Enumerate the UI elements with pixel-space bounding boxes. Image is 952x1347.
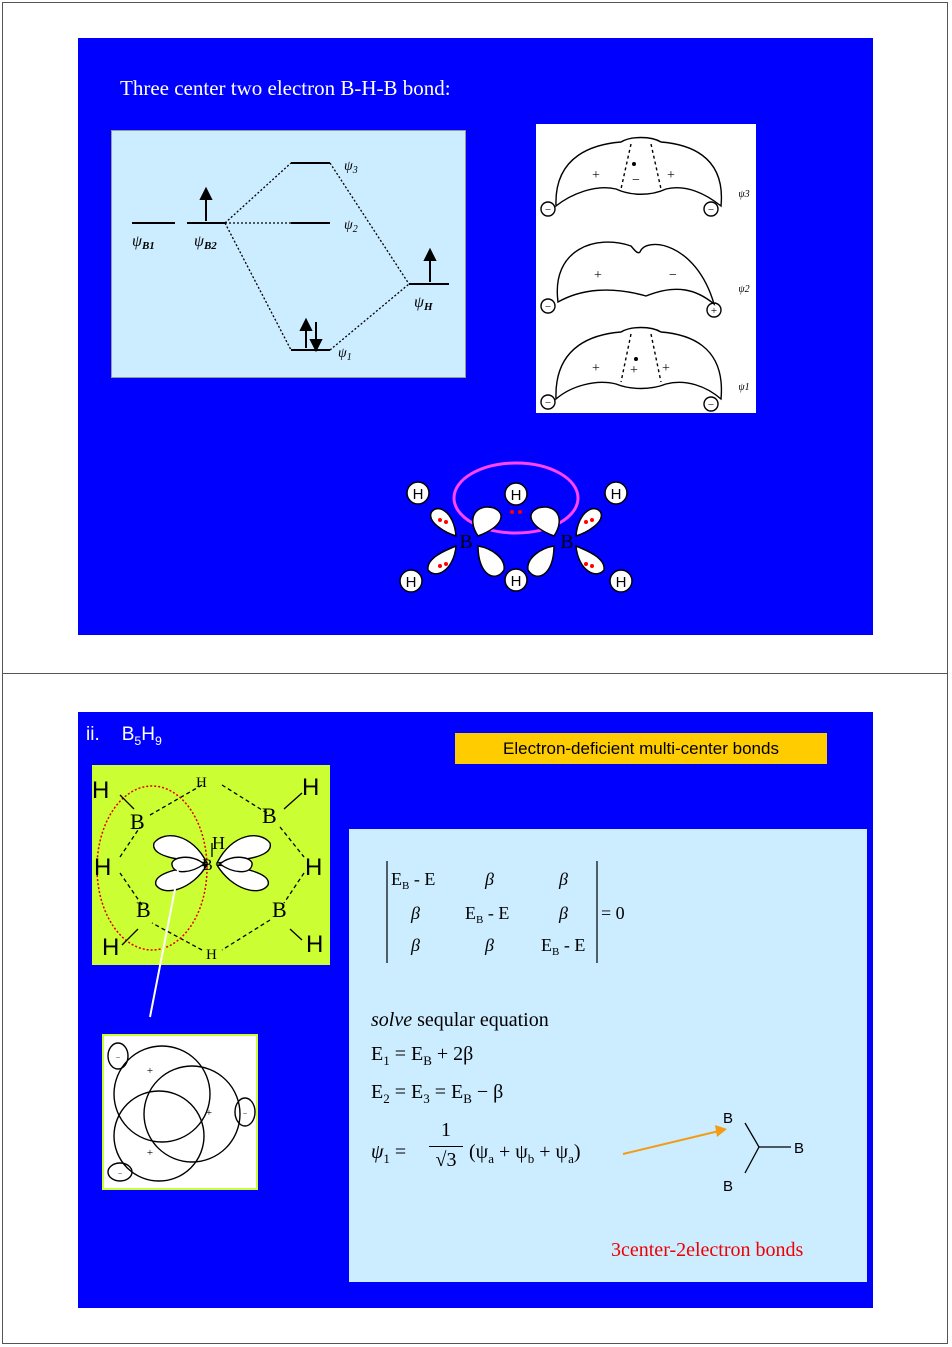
slide-2 [78, 712, 873, 1308]
struct-b-right: B [794, 1140, 805, 1157]
sign-psi1-left: + [592, 361, 600, 376]
b-apex: B [202, 857, 213, 874]
node-psi1-r: − [707, 399, 715, 411]
formula-h: H [141, 724, 156, 745]
orbital-label-psi1: ψ1 [738, 382, 750, 393]
badge-electron-deficient: Electron-deficient multi-center bonds [455, 733, 827, 764]
sketch-sign-1: + [146, 1065, 154, 1077]
label-psi1: $\psi_1$ [338, 346, 352, 363]
sketch-sign-2: + [205, 1107, 213, 1119]
h-bottom-right: H [306, 931, 324, 958]
sign-psi3-left: + [592, 168, 600, 183]
sign-psi2-left: + [594, 268, 602, 283]
struct-b-top: B [723, 1110, 734, 1127]
det-r1c1: $E_B$ - E [391, 869, 436, 892]
b-bottom-right: B [272, 897, 287, 922]
mo-diagram-svg [112, 131, 465, 377]
correlation-lines [225, 163, 409, 350]
three-orbital-svg [104, 1036, 256, 1188]
formula-h-sub: 9 [155, 733, 162, 748]
sketch-node-2: − [242, 1109, 248, 1118]
three-orbital-sketch [102, 1034, 258, 1190]
h-bridge-top: H [196, 775, 207, 791]
struct-b-bottom: B [723, 1178, 734, 1195]
label-psi2: $\psi_2$ [344, 218, 358, 235]
sign-psi2-right: − [669, 268, 677, 283]
h-bottom-left: H [102, 934, 120, 961]
label-psi3: $\psi_3$ [344, 159, 358, 176]
b-bottom-left: B [136, 897, 151, 922]
diborane-molecule [396, 448, 646, 593]
caption-3c2e: 3center-2electron bonds [611, 1239, 804, 1261]
det-r2c3: β [559, 903, 568, 923]
sign-psi3-mid: − [632, 173, 640, 188]
atom-h-bridge-top: H [510, 487, 522, 504]
orbital-sketches-svg [536, 124, 756, 413]
section-number: ii. [86, 724, 100, 745]
atom-h6: H [615, 574, 627, 591]
mo-diagram [111, 130, 466, 378]
node-psi1-l: − [544, 397, 552, 409]
det-r3c1: β [411, 935, 420, 955]
frac-denominator: √3 [435, 1149, 457, 1171]
sketch-sign-3: + [146, 1147, 154, 1159]
h-apex: H [212, 833, 225, 853]
h-bridge-bottom: H [206, 947, 217, 963]
equation-box: $E_B$ - E β β β $E_B$ - E β β β $E_B$ - E = 0 solve seqular equation $E_1 = E_B + 2\beta$ $E_2 = E_3 = E_B - \beta$ $\psi_1$ = 1 √3 $(\psi_a + \psi_b + \psi_a)$ B B B 3center-2electron bonds [349, 829, 867, 1282]
solve-line: solve seqular equation [371, 1009, 549, 1031]
b5h9-svg [92, 765, 330, 965]
secular-determinant [381, 855, 641, 965]
det-r2c2: $E_B$ - E [465, 903, 510, 926]
node-psi2-l: − [544, 301, 552, 313]
sign-psi1-right: + [662, 361, 670, 376]
eq-e1: $E_1 = E_B + 2\beta$ [371, 1043, 474, 1068]
atom-h4: H [405, 574, 417, 591]
atom-h3: H [610, 486, 622, 503]
slide-1 [78, 38, 873, 635]
h-top-right: H [302, 774, 320, 801]
electron-arrows [201, 189, 435, 350]
page-divider [2, 673, 948, 674]
node-psi2-r: + [710, 305, 718, 317]
orbital-sketches [536, 124, 756, 413]
node-psi3-r: − [707, 204, 715, 216]
orange-arrow [623, 1131, 719, 1154]
sketch-node-1: − [115, 1053, 121, 1062]
b-top-right: B [262, 803, 277, 828]
label-psi-b1: ψB1 [132, 233, 155, 252]
h-mid-right: H [305, 854, 323, 881]
atom-h1: H [412, 486, 424, 503]
sign-psi1-mid: + [630, 363, 638, 378]
det-equals: = 0 [601, 903, 625, 923]
formula-b: B [121, 724, 135, 745]
label-psi-h: ψH [414, 294, 433, 313]
atom-h-bridge-bottom: H [510, 573, 522, 590]
slide-2-label [86, 724, 162, 748]
det-r3c2: β [485, 935, 494, 955]
orbital-label-psi2: ψ2 [738, 284, 750, 295]
sign-psi3-right: + [667, 168, 675, 183]
det-r1c2: β [485, 869, 494, 889]
det-r3c3: $E_B$ - E [541, 935, 586, 958]
det-r1c3: β [559, 869, 568, 889]
b-top-left: B [130, 809, 145, 834]
label-psi-b2: ψB2 [194, 233, 217, 252]
frac-numerator: 1 [441, 1119, 451, 1141]
b5h9-structure [92, 765, 330, 965]
formula-b-sub: 5 [134, 733, 142, 748]
h-top-left: H [92, 777, 110, 804]
slide-1-title: Three center two electron B-H-B bond: [120, 76, 451, 100]
pointer-arrow [138, 862, 198, 1022]
three-center-structure [619, 1109, 859, 1199]
node-psi3-l: − [544, 204, 552, 216]
h-mid-left: H [94, 854, 112, 881]
atom-b-right: B [560, 531, 574, 553]
det-r2c1: β [411, 903, 420, 923]
atom-b-left: B [459, 531, 473, 553]
eq-e2-e3: $E_2 = E_3 = E_B - \beta$ [371, 1081, 504, 1106]
sketch-node-3: − [117, 1169, 123, 1178]
orbital-label-psi3: ψ3 [738, 189, 750, 200]
